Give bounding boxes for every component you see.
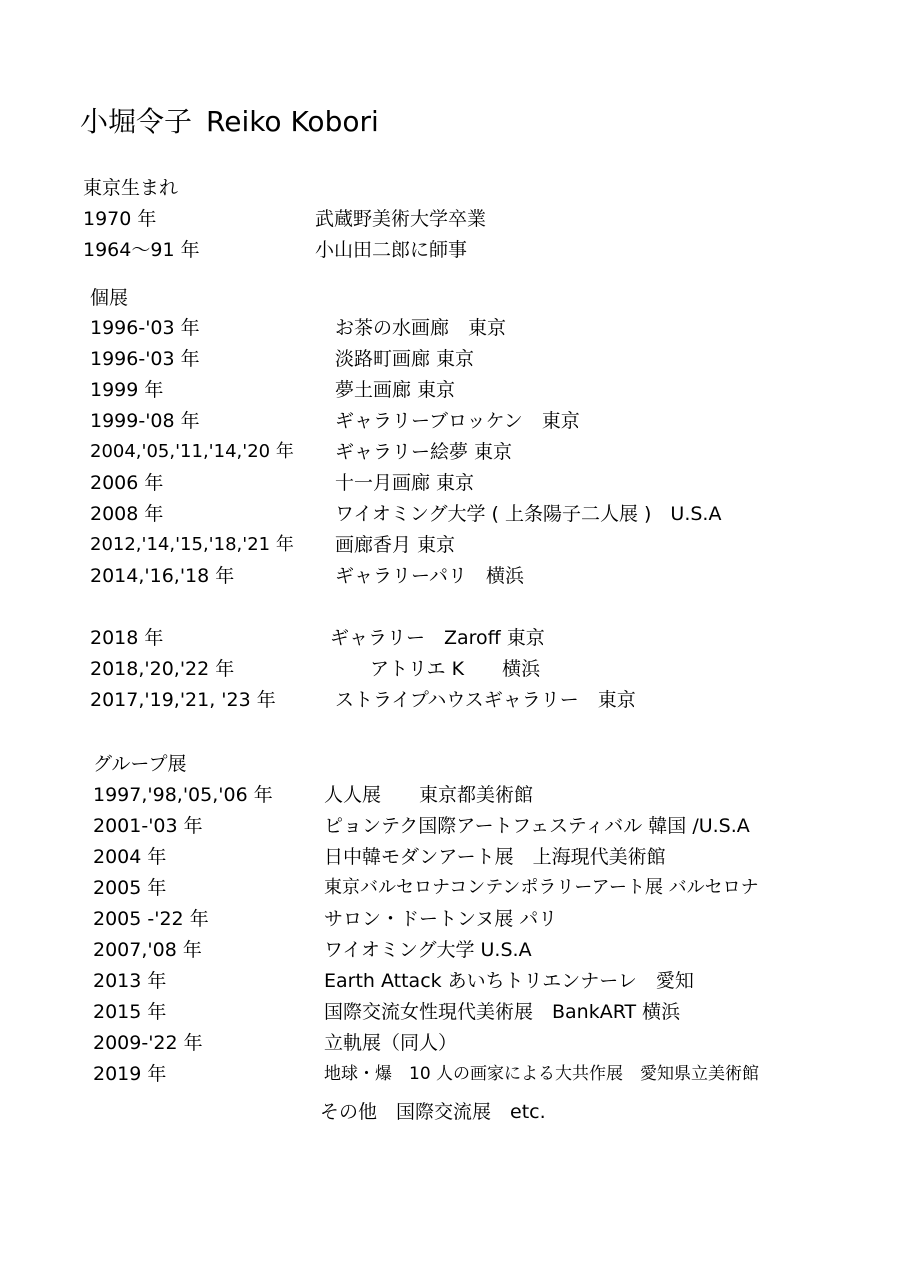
solo-year: 2017,'19,'21, '23 年 xyxy=(90,689,276,711)
group-year: 2013 年 xyxy=(93,970,167,992)
solo-venue: アトリエ K 横浜 xyxy=(370,658,541,680)
group-exhibition: 国際交流女性現代美術展 BankART 横浜 xyxy=(324,1001,681,1023)
solo-venue: ワイオミング大学 ( 上条陽子二人展 ) U.S.A xyxy=(335,503,722,525)
solo-venue: 画廊香月 東京 xyxy=(335,534,456,556)
birthplace-text: 東京生まれ xyxy=(83,177,179,199)
group-year: 1997,'98,'05,'06 年 xyxy=(93,784,273,806)
artist-name-japanese: 小堀令子 xyxy=(80,105,193,138)
solo-year: 1999-'08 年 xyxy=(90,410,200,432)
solo-year: 2008 年 xyxy=(90,503,164,525)
solo-venue: お茶の水画廊 東京 xyxy=(335,317,507,339)
group-exhibition: ワイオミング大学 U.S.A xyxy=(324,939,532,961)
bio-year: 1964〜91 年 xyxy=(83,239,200,261)
solo-year: 1996-'03 年 xyxy=(90,317,200,339)
group-exhibition: サロン・ドートンヌ展 パリ xyxy=(324,908,558,930)
solo-year: 1999 年 xyxy=(90,379,164,401)
solo-year: 2012,'14,'15,'18,'21 年 xyxy=(90,534,294,555)
solo-year: 2004,'05,'11,'14,'20 年 xyxy=(90,441,294,462)
solo-venue: ギャラリーパリ 横浜 xyxy=(335,565,525,587)
group-year: 2009-'22 年 xyxy=(93,1032,203,1054)
solo-venue: ギャラリーブロッケン 東京 xyxy=(335,410,580,432)
solo-year: 2018 年 xyxy=(90,627,164,649)
group-exhibition: 日中韓モダンアート展 上海現代美術館 xyxy=(324,846,666,868)
group-year: 2007,'08 年 xyxy=(93,939,202,961)
group-exhibition: Earth Attack あいちトリエンナーレ 愛知 xyxy=(324,970,694,992)
solo-venue: ギャラリー絵夢 東京 xyxy=(335,441,513,463)
solo-venue: ストライプハウスギャラリー 東京 xyxy=(335,689,636,711)
group-exhibition: 東京バルセロナコンテンポラリーアート展 バルセロナ xyxy=(324,877,759,898)
group-year: 2001-'03 年 xyxy=(93,815,203,837)
group-year: 2005 -'22 年 xyxy=(93,908,209,930)
group-heading: グループ展 xyxy=(93,753,187,775)
solo-year: 2018,'20,'22 年 xyxy=(90,658,235,680)
page-title xyxy=(80,105,379,139)
bio-text: 小山田二郎に師事 xyxy=(315,239,468,261)
solo-venue: 十一月画廊 東京 xyxy=(335,472,475,494)
group-exhibition: 人人展 東京都美術館 xyxy=(324,784,534,806)
bio-text: 武蔵野美術大学卒業 xyxy=(315,208,487,230)
solo-venue: 淡路町画廊 東京 xyxy=(335,348,475,370)
solo-year: 2006 年 xyxy=(90,472,164,494)
other-exhibitions-note: その他 国際交流展 etc. xyxy=(320,1101,546,1123)
solo-year: 1996-'03 年 xyxy=(90,348,200,370)
solo-heading: 個展 xyxy=(90,287,129,309)
group-year: 2005 年 xyxy=(93,877,167,899)
group-year: 2015 年 xyxy=(93,1001,167,1023)
solo-venue: ギャラリー Zaroff 東京 xyxy=(330,627,545,649)
group-exhibition: 地球・爆 10 人の画家による大共作展 愛知県立美術館 xyxy=(324,1064,760,1084)
bio-year: 1970 年 xyxy=(83,208,157,230)
group-exhibition: 立軌展（同人） xyxy=(324,1032,458,1054)
group-year: 2004 年 xyxy=(93,846,167,868)
group-exhibition: ピョンテク国際アートフェスティバル 韓国 /U.S.A xyxy=(324,815,750,837)
solo-year: 2014,'16,'18 年 xyxy=(90,565,235,587)
artist-name-english: Reiko Kobori xyxy=(206,105,379,138)
group-year: 2019 年 xyxy=(93,1063,167,1085)
solo-venue: 夢土画廊 東京 xyxy=(335,379,456,401)
